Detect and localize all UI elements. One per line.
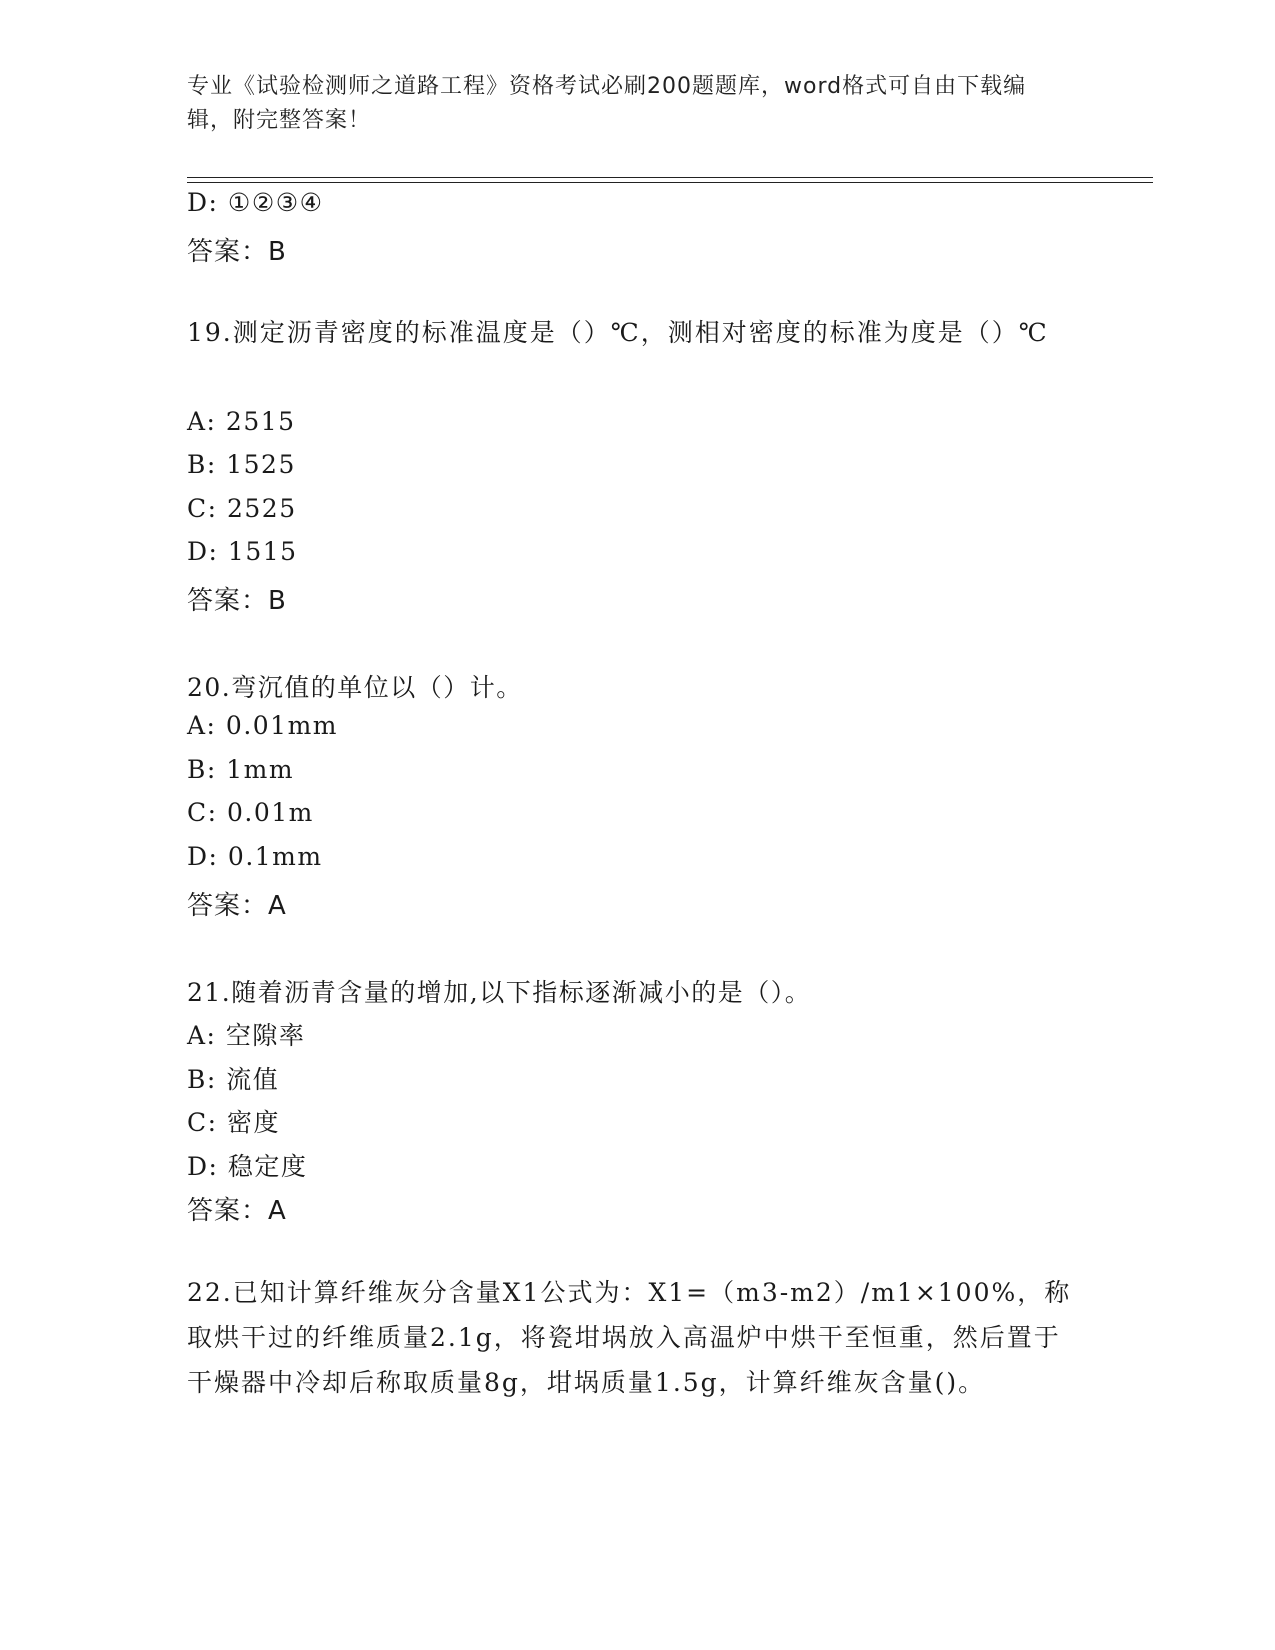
question-19-option-a: A: 2515	[187, 407, 296, 436]
question-20-option-d: D: 0.1mm	[187, 842, 323, 871]
question-20-option-a: A: 0.01mm	[187, 711, 338, 740]
header-divider-bottom	[187, 182, 1153, 183]
question-22-stem: 22.已知计算纤维灰分含量X1公式为：X1=（m3-m2）/m1×100%，称取烘干过的纤维质量2.1g，将瓷坩埚放入高温炉中烘干至恒重，然后置于干燥器中冷却后称取质量8g，坩埚质量1.5g，计算纤维灰含量()。	[187, 1278, 1072, 1397]
question-20-stem: 20.弯沉值的单位以（）计。	[187, 673, 523, 702]
question-21-option-d: D: 稳定度	[187, 1152, 308, 1181]
question-21-option-a: A: 空隙率	[187, 1021, 306, 1050]
question-19-option-c: C: 2525	[187, 494, 297, 523]
document-header: 专业《试验检测师之道路工程》资格考试必刷200题题库，word格式可自由下载编辑，附完整答案！	[187, 74, 1027, 133]
question-20-option-b: B: 1mm	[187, 755, 295, 784]
question-20-answer: 答案：A	[187, 891, 287, 921]
question-19-answer: 答案：B	[187, 586, 287, 616]
question-20-option-c: C: 0.01m	[187, 798, 314, 827]
question-21-stem: 21.随着沥青含量的增加,以下指标逐渐减小的是（）。	[187, 978, 812, 1007]
question-19-option-b: B: 1525	[187, 450, 296, 479]
answer-line: 答案：B	[187, 237, 287, 267]
question-21-option-b: B: 流值	[187, 1065, 280, 1094]
question-19-option-d: D: 1515	[187, 537, 298, 566]
question-19-stem: 19.测定沥青密度的标准温度是（）℃，测相对密度的标准为度是（）℃	[187, 318, 1049, 347]
question-21-option-c: C: 密度	[187, 1108, 280, 1137]
option-d: D: ①②③④	[187, 188, 324, 217]
header-divider-top	[187, 177, 1153, 178]
question-21-answer: 答案：A	[187, 1196, 287, 1226]
